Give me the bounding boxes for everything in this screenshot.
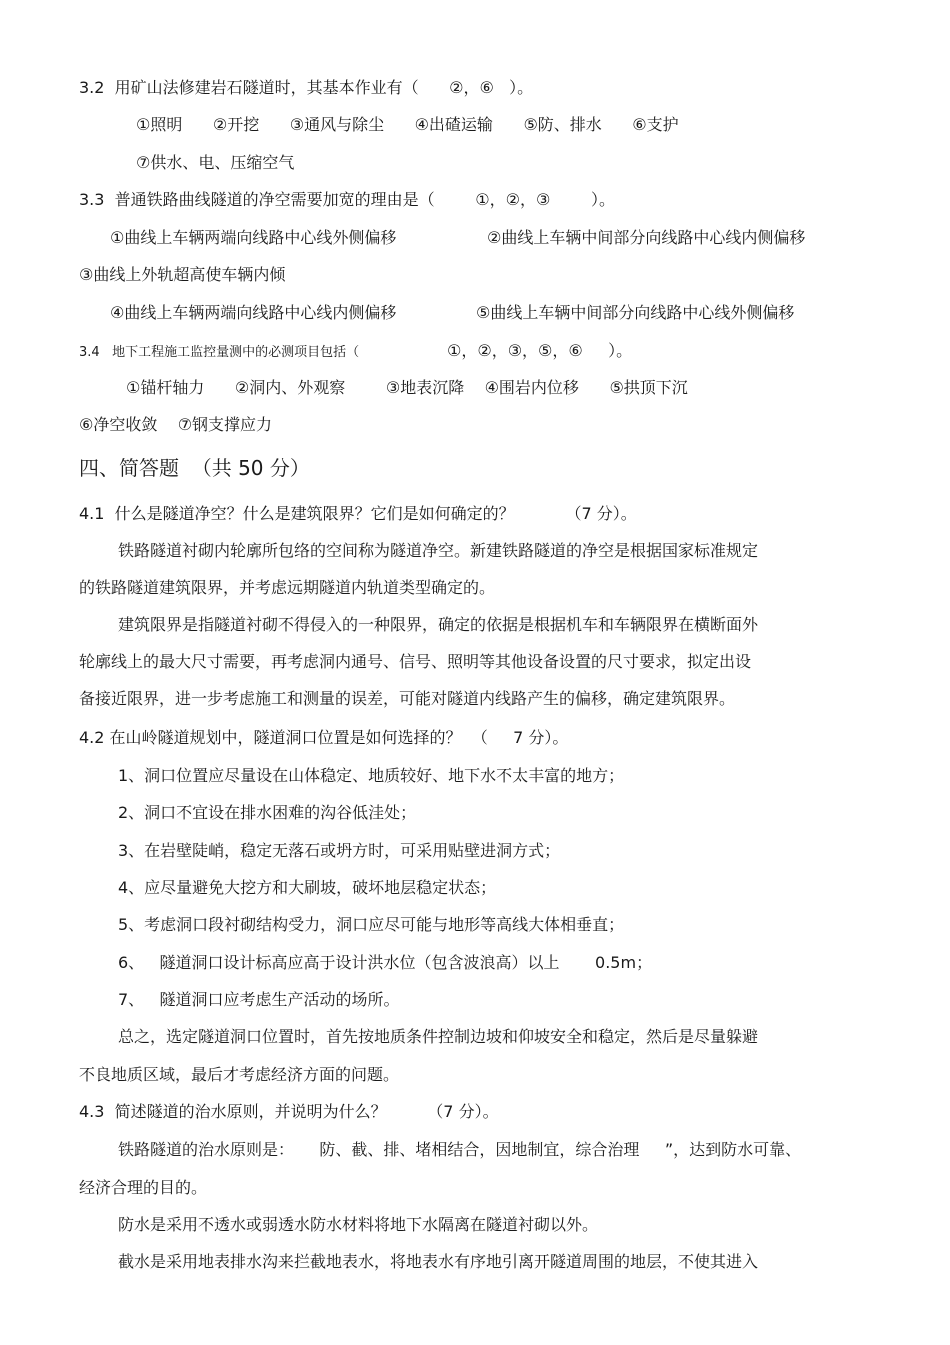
q3-4-answer: ①，②，③，⑤，⑥ ）。 — [447, 341, 633, 360]
q4-2-item: 1、洞口位置应尽量设在山体稳定、地质较好、地下水不太丰富的地方； — [118, 766, 625, 785]
q3-2-stem: 3.2 用矿山法修建岩石隧道时，其基本作业有（ ②，⑥ ）。 — [79, 78, 534, 97]
q4-1-para2-line1: 建筑限界是指隧道衬砌不得侵入的一种限界，确定的依据是根据机车和车辆限界在横断面外 — [118, 615, 759, 634]
q4-2-item: 4、应尽量避免大挖方和大刷坡，破坏地层稳定状态； — [118, 878, 497, 897]
q4-3-para1-line2: 经济合理的目的。 — [79, 1178, 208, 1197]
q4-2-item: 5、考虑洞口段衬砌结构受力，洞口应尽可能与地形等高线大体相垂直； — [118, 915, 625, 934]
q4-1-stem: 4.1 什么是隧道净空？什么是建筑限界？它们是如何确定的？ （7 分）。 — [79, 504, 637, 523]
q4-2-stem: 4.2 在山岭隧道规划中，隧道洞口位置是如何选择的？ （ 7 分）。 — [79, 728, 569, 747]
q4-1-para2-line3: 备接近限界，进一步考虑施工和测量的误差，可能对隧道内线路产生的偏移，确定建筑限界。 — [79, 689, 736, 708]
q3-2-options-line2: ⑦供水、电、压缩空气 — [136, 153, 295, 172]
section-heading: 四、简答题 （共 50 分） — [79, 456, 310, 480]
q3-2-options-line1: ①照明 ②开挖 ③通风与除尘 ④出碴运输 ⑤防、排水 ⑥支护 — [136, 115, 679, 134]
q4-3-para2: 防水是采用不透水或弱透水防水材料将地下水隔离在隧道衬砌以外。 — [118, 1215, 599, 1234]
q3-3-option-2: ②曲线上车辆中间部分向线路中心线内侧偏移 — [487, 228, 806, 247]
q3-3-option-4: ④曲线上车辆两端向线路中心线内侧偏移 — [110, 303, 397, 322]
q3-4-options-line2: ⑥净空收敛 ⑦钢支撑应力 — [79, 415, 273, 434]
q4-2-summary-line2: 不良地质区域，最后才考虑经济方面的问题。 — [79, 1065, 400, 1084]
q4-1-para2-line2: 轮廓线上的最大尺寸需要，再考虑洞内通号、信号、照明等其他设备设置的尺寸要求，拟定出设 — [79, 652, 752, 671]
q4-3-para1-line1: 铁路隧道的治水原则是： 防、截、排、堵相结合，因地制宜，综合治理 ”，达到防水可靠、 — [118, 1140, 802, 1159]
q4-1-para1-line2: 的铁路隧道建筑限界，并考虑远期隧道内轨道类型确定的。 — [79, 578, 496, 597]
q3-4-stem: 3.4 地下工程施工监控量测中的必测项目包括（ — [79, 345, 360, 360]
q4-3-para3: 截水是采用地表排水沟来拦截地表水，将地表水有序地引离开隧道周围的地层，不使其进入 — [118, 1252, 759, 1271]
q3-3-stem: 3.3 普通铁路曲线隧道的净空需要加宽的理由是（ ①，②，③ ）。 — [79, 190, 616, 209]
q3-3-option-1: ①曲线上车辆两端向线路中心线外侧偏移 — [110, 228, 397, 247]
q3-3-option-3: ③曲线上外轨超高使车辆内倾 — [79, 265, 286, 284]
q4-2-summary-line1: 总之，选定隧道洞口位置时，首先按地质条件控制边坡和仰坡安全和稳定，然后是尽量躲避 — [118, 1027, 759, 1046]
q4-3-stem: 4.3 简述隧道的治水原则，并说明为什么？ （7 分）。 — [79, 1102, 499, 1121]
q4-2-item: 2、洞口不宜设在排水困难的沟谷低洼处； — [118, 803, 417, 822]
q3-3-option-5: ⑤曲线上车辆中间部分向线路中心线外侧偏移 — [476, 303, 795, 322]
q4-2-item: 3、在岩壁陡峭，稳定无落石或坍方时，可采用贴壁进洞方式； — [118, 841, 561, 860]
q3-4-options-line1: ①锚杆轴力 ②洞内、外观察 ③地表沉降 ④围岩内位移 ⑤拱顶下沉 — [126, 378, 688, 397]
q4-1-para1-line1: 铁路隧道衬砌内轮廓所包络的空间称为隧道净空。新建铁路隧道的净空是根据国家标准规定 — [118, 541, 759, 560]
q4-2-item: 7、 隧道洞口应考虑生产活动的场所。 — [118, 990, 400, 1009]
q4-2-item: 6、 隧道洞口设计标高应高于设计洪水位（包含波浪高）以上 0.5m； — [118, 953, 653, 972]
